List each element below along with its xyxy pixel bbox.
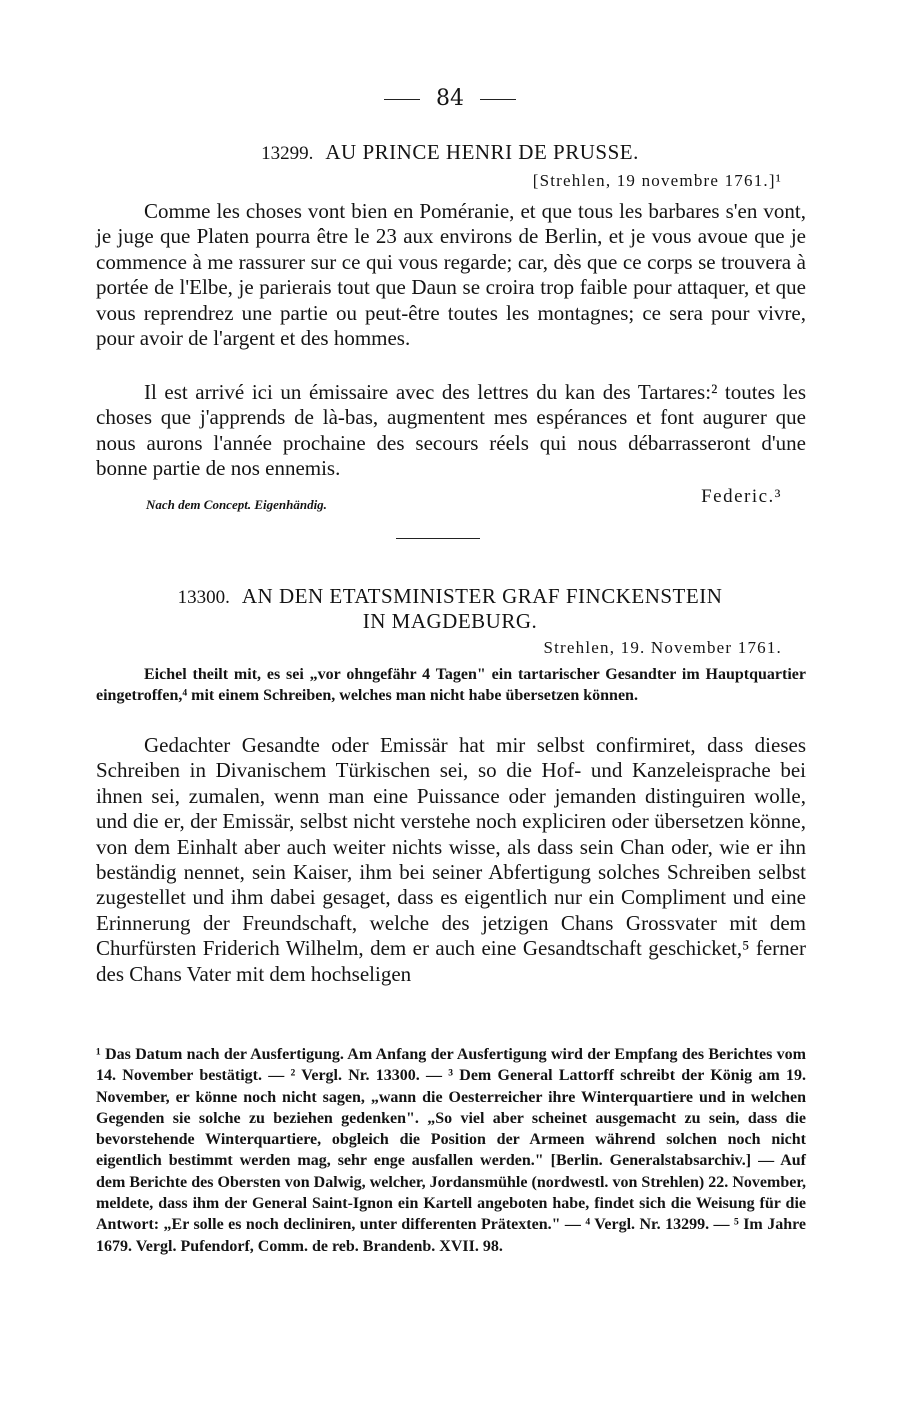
letter-2-paragraph-1: Gedachter Gesandte oder Emissär hat mir selbst confirmiret, dass dieses Schreiben in Divanischem Türkischen sei, so die Hof- und Kanzeleisprache bei ihnen sei, zumalen, wenn man eine Puissance oder jemanden distinguiren wolle, und die er, der Emissär, selbst nicht verstehe noch expliciren oder übersetzen könne, von dem Einhalt aber auch weiter nichts wisse, als dass sein Chan oder, wie er ihn beständig nennet, sein Kaiser, ihm bei seiner Abfertigung solches Schreiben selbst zugestellet und ihm dabei gesaget, dass es eigentlich nur ein Compliment und eine Erinnerung der Freundschaft, welche des jetzigen Chans Grossvater mit dem Churfürsten Friderich Wilhelm, dem er auch eine Gesandtschaft geschicket,⁵ ferner des Chans Vater mit dem hochseligen	[96, 733, 806, 986]
page-number-dash-left	[384, 99, 420, 100]
letter-2-number: 13300.	[177, 587, 230, 608]
page-number: 84	[436, 86, 464, 111]
letter-1-signature: Federic.³	[701, 486, 782, 507]
page-number-dash-right	[480, 99, 516, 100]
section-divider	[396, 538, 480, 539]
footnotes: ¹ Das Datum nach der Ausfertigung. Am Anfang der Ausfertigung wird der Empfang des Berichtes vom 14. November bestätigt. — ² Vergl. Nr. 13300. — ³ Dem General Lattorff schreibt der König am 19. November, er könne noch nicht sagen, „wann die Oesterreicher ihre Winterquartiere und in welchen Gegenden sie solche zu beziehen gedenken". „So viel aber scheinet ausgemacht zu sein, dass die bevorstehende Winterquartiere, obgleich die Position der Armeen während solchen noch nicht eigentlich bestimmt werden mag, sehr enge ausfallen werden." [Berlin. Generalstabsarchiv.] — Auf dem Berichte des Obersten von Dalwig, welcher, Jordansmühle (nordwestl. von Strehlen) 22. November, meldete, dass ihm der General Saint-Ignon ein Kartell angeboten habe, findet sich die Weisung für die Antwort: „Er solle es noch decliniren, unter differenten Prätexten." — ⁴ Vergl. Nr. 13299. — ⁵ Im Jahre 1679. Vergl. Pufendorf, Comm. de reb. Brandenb. XVII. 98.	[96, 1046, 806, 1255]
letter-2-summary: Eichel theilt mit, es sei „vor ohngefähr 4 Tagen" ein tartarischer Gesandter im Hauptquartier eingetroffen,⁴ mit einem Schreiben, welches man nicht habe übersetzen können.	[96, 666, 806, 704]
page-number-line	[0, 86, 900, 111]
letter-1-source-note: Nach dem Concept. Eigenhändig.	[146, 497, 327, 512]
letter-2-dateline: Strehlen, 19. November 1761.	[543, 638, 782, 657]
letter-1-heading	[0, 140, 900, 165]
letter-1-paragraph-1: Comme les choses vont bien en Poméranie, et que tous les barbares s'en vont, je juge que Platen pourra être le 23 aux environs de Berlin, et je vous avoue que je commence à me rassurer sur ce qui vous regarde; car, dès que ce corps se trouvera à portée de l'Elbe, je parierais tout que Daun se croira trop faible pour attaquer, et que vous reprendrez une partie ou peut-être toutes les montagnes; ce sera pour vivre, pour avoir de l'argent et des hommes.	[96, 199, 806, 351]
letter-1-dateline: [Strehlen, 19 novembre 1761.]¹	[532, 171, 782, 190]
letter-1-number: 13299.	[261, 143, 314, 164]
letter-2-title-line-2: IN MAGDEBURG.	[362, 609, 538, 633]
letter-1-title: AU PRINCE HENRI DE PRUSSE.	[325, 140, 639, 164]
letter-1-paragraph-2: Il est arrivé ici un émissaire avec des lettres du kan des Tartares:² toutes les choses que j'apprends de là-bas, augmentent mes espérances et font augurer que nous aurons l'année prochaine des secours réels qui nous débarrasseront d'une bonne partie de nos ennemis.	[96, 380, 806, 481]
letter-2-title-line-1: AN DEN ETATSMINISTER GRAF FINCKENSTEIN	[241, 584, 723, 608]
letter-2-heading	[0, 584, 900, 609]
